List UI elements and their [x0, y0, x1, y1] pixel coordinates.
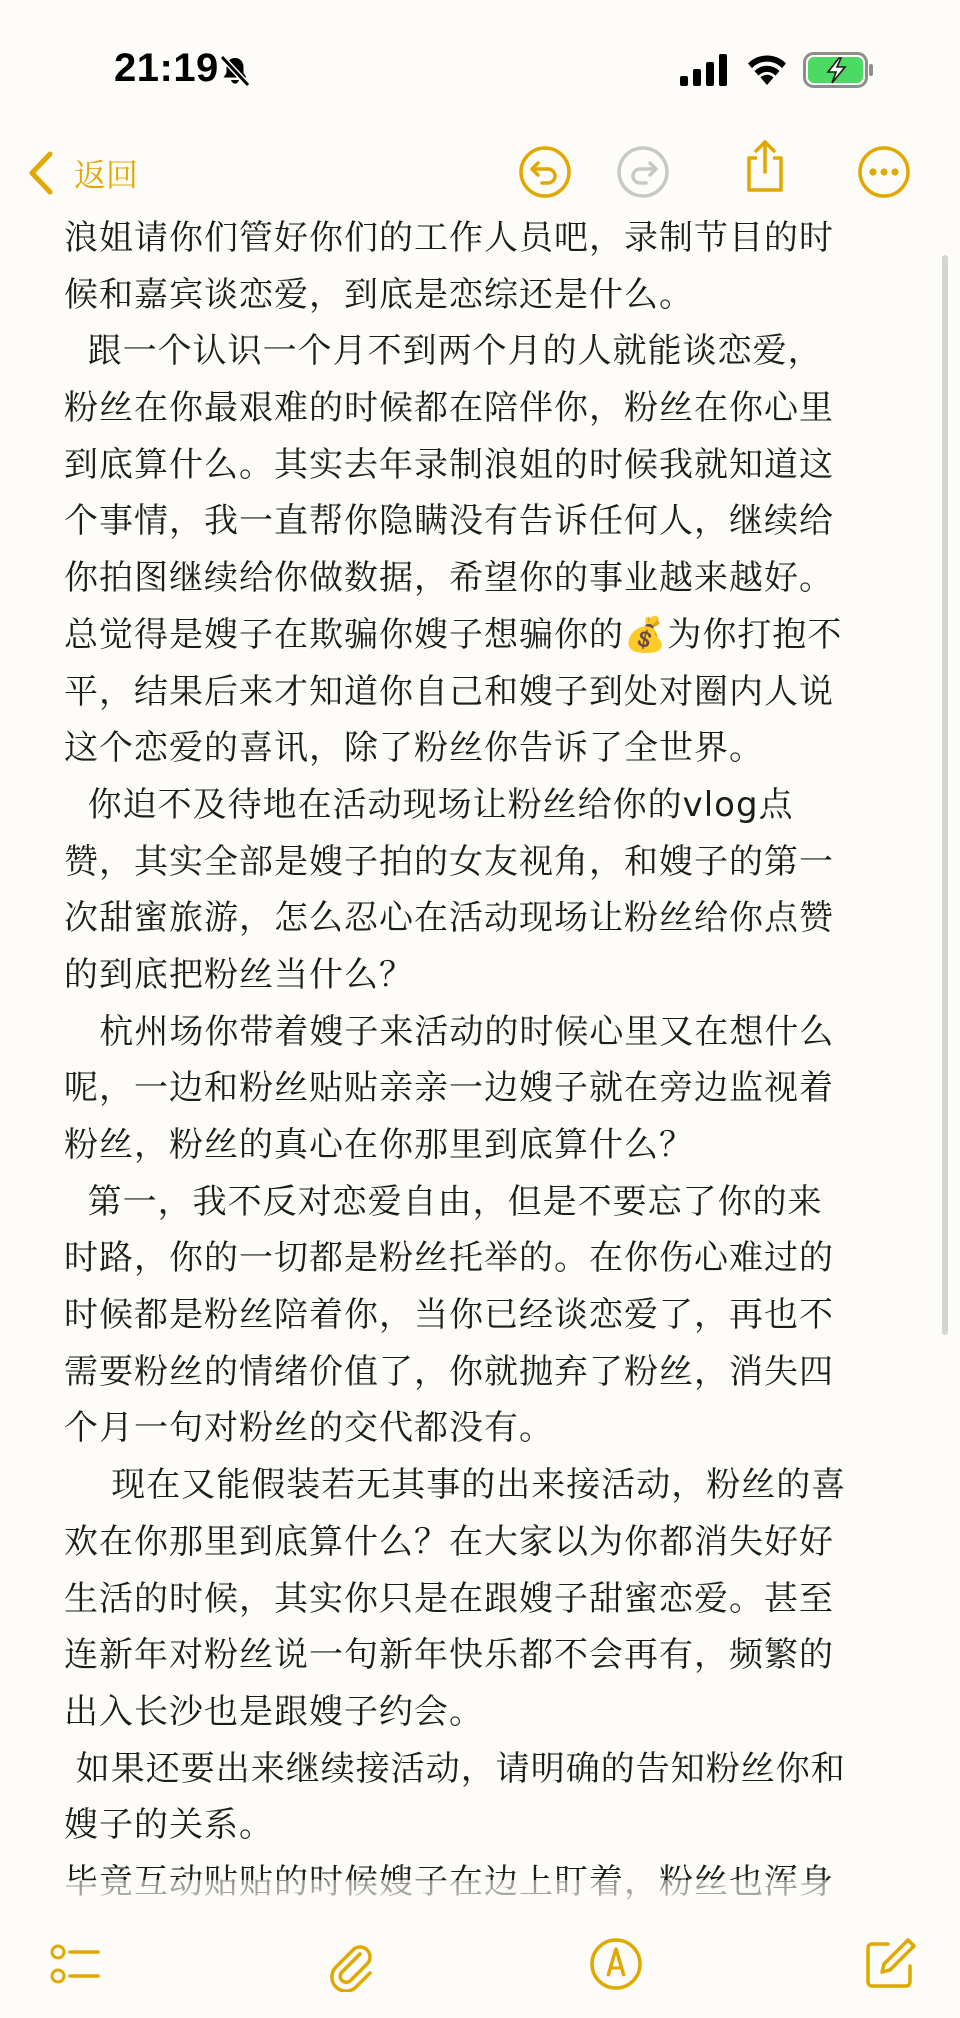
paperclip-icon[interactable] [322, 1936, 378, 1992]
note-body[interactable] [64, 210, 904, 1930]
note-text-line[interactable]: 个事情，我一直帮你隐瞒没有告诉任何人，继续给 [64, 501, 834, 542]
battery-charging-icon [803, 52, 875, 88]
note-text-line[interactable]: 的到底把粉丝当什么？ [64, 954, 414, 995]
note-text-line[interactable]: 如果还要出来继续接活动，请明确的告知粉丝你和 [64, 1748, 846, 1789]
note-text-line[interactable]: 欢在你那里到底算什么？在大家以为你都消失好好 [64, 1521, 834, 1562]
bottom-toolbar [0, 1880, 960, 2018]
note-text-line[interactable]: 次甜蜜旅游，怎么忍心在活动现场让粉丝给你点赞 [64, 898, 834, 939]
markup-pen-icon[interactable] [588, 1936, 644, 1992]
note-text-line[interactable]: 平，结果后来才知道你自己和嫂子到处对圈内人说 [64, 671, 834, 712]
note-text-line[interactable]: 你迫不及待地在活动现场让粉丝给你的vlog点 [64, 784, 794, 825]
note-text-line[interactable]: 你拍图继续给你做数据，希望你的事业越来越好。 [64, 558, 834, 599]
undo-icon[interactable] [517, 144, 573, 200]
note-text-line[interactable]: 赞，其实全部是嫂子拍的女友视角，和嫂子的第一 [64, 841, 834, 882]
note-text-line[interactable]: 现在又能假装若无其事的出来接活动，粉丝的喜 [64, 1465, 847, 1506]
note-text-line[interactable]: 连新年对粉丝说一句新年快乐都不会再有，频繁的 [64, 1635, 834, 1676]
note-text-line[interactable]: 生活的时候，其实你只是在跟嫂子甜蜜恋爱。甚至 [64, 1578, 834, 1619]
note-text-line[interactable]: 候和嘉宾谈恋爱，到底是恋综还是什么。 [64, 274, 694, 315]
note-text-line[interactable]: 跟一个认识一个月不到两个月的人就能谈恋爱， [64, 331, 823, 372]
note-text-line[interactable]: 需要粉丝的情绪价值了，你就抛弃了粉丝，消失四 [64, 1351, 834, 1392]
note-text-line[interactable]: 杭州场你带着嫂子来活动的时候心里又在想什么 [64, 1011, 835, 1052]
redo-icon[interactable] [615, 144, 671, 200]
note-text-line[interactable]: 时候都是粉丝陪着你，当你已经谈恋爱了，再也不 [64, 1295, 834, 1336]
note-text-line[interactable]: 这个恋爱的喜讯，除了粉丝你告诉了全世界。 [64, 728, 764, 769]
back-label: 返回 [74, 156, 139, 194]
wifi-icon [745, 52, 789, 86]
note-text-line[interactable]: 呢，一边和粉丝贴贴亲亲一边嫂子就在旁边监视着 [64, 1068, 834, 1109]
scroll-indicator [942, 255, 948, 1335]
status-time: 21:19 [114, 46, 219, 90]
note-text-line[interactable]: 第一，我不反对恋爱自由，但是不要忘了你的来 [64, 1181, 823, 1222]
note-text-line[interactable]: 浪姐请你们管好你们的工作人员吧，录制节目的时 [64, 218, 834, 258]
checklist-icon[interactable] [48, 1936, 104, 1992]
bell-slash-icon [218, 54, 252, 88]
note-text-line[interactable]: 粉丝，粉丝的真心在你那里到底算什么？ [64, 1125, 694, 1165]
note-text-line[interactable]: 嫂子的关系。 [64, 1805, 274, 1846]
status-bar [0, 0, 960, 140]
note-text-line[interactable]: 个月一句对粉丝的交代都没有。 [64, 1408, 554, 1449]
more-icon[interactable] [856, 144, 912, 200]
note-text-line[interactable]: 总觉得是嫂子在欺骗你嫂子想骗你的💰为你打抱不 [64, 614, 843, 655]
note-text-line[interactable]: 出入长沙也是跟嫂子约会。 [64, 1691, 484, 1732]
cellular-signal-icon [680, 54, 730, 86]
back-button[interactable] [26, 140, 138, 206]
compose-icon[interactable] [862, 1936, 918, 1992]
note-text-line[interactable]: 到底算什么。其实去年录制浪姐的时候我就知道这 [64, 444, 834, 485]
note-text-line[interactable]: 时路，你的一切都是粉丝托举的。在你伤心难过的 [64, 1238, 834, 1279]
note-text-line[interactable]: 粉丝在你最艰难的时候都在陪伴你，粉丝在你心里 [64, 388, 834, 429]
share-icon[interactable] [737, 138, 793, 194]
chevron-left-icon [26, 149, 56, 197]
